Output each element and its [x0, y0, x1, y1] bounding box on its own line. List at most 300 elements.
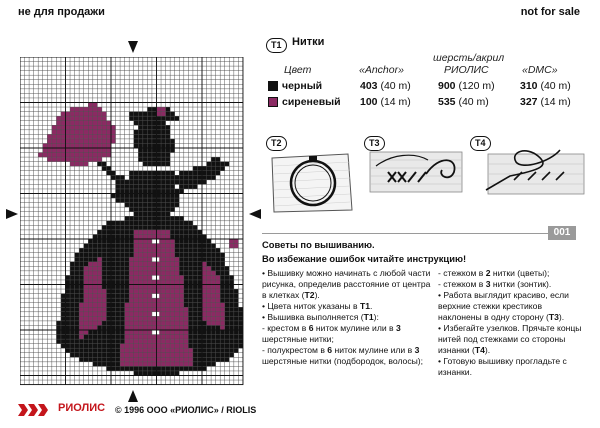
stitch-cell	[216, 335, 221, 340]
stitch-cell	[234, 312, 239, 317]
stitch-cell	[184, 257, 189, 262]
stitch-cell	[143, 184, 148, 189]
stitch-cell	[116, 225, 121, 230]
stitch-cell	[202, 239, 207, 244]
stitch-cell	[220, 253, 225, 258]
stitch-cell	[147, 153, 152, 158]
stitch-cell	[106, 289, 111, 294]
stitch-cell	[111, 134, 116, 139]
stitch-cell	[75, 148, 80, 153]
stitch-cell	[88, 262, 93, 267]
stitch-cell	[188, 357, 193, 362]
stitch-cell	[143, 148, 148, 153]
t3-badge: T3	[364, 133, 385, 151]
stitch-cell	[66, 112, 71, 117]
stitch-cell	[143, 262, 148, 267]
stitch-cell	[88, 325, 93, 330]
stitch-cell	[197, 266, 202, 271]
stitch-cell	[120, 298, 125, 303]
stitch-cell	[111, 230, 116, 235]
stitch-cell	[75, 285, 80, 290]
stitch-cell	[70, 294, 75, 299]
stitch-cell	[134, 266, 139, 271]
stitch-cell	[93, 143, 98, 148]
stitch-cell	[138, 257, 143, 262]
stitch-cell	[129, 221, 134, 226]
stitch-cell	[125, 253, 130, 258]
stitch-cell	[75, 289, 80, 294]
stitch-cell	[75, 307, 80, 312]
stitch-cell	[116, 353, 121, 358]
stitch-cell	[166, 212, 171, 217]
stitch-cell	[220, 285, 225, 290]
stitch-cell	[234, 335, 239, 340]
stitch-cell	[175, 116, 180, 121]
copyright-text: © 1996 ООО «РИОЛИС» / RIOLIS	[115, 405, 257, 415]
stitch-cell	[56, 339, 61, 344]
stitch-cell	[166, 316, 171, 321]
stitch-cell	[102, 262, 107, 267]
stitch-cell	[138, 362, 143, 367]
stitch-cell	[157, 234, 162, 239]
stitch-cell	[125, 248, 130, 253]
stitch-cell	[93, 335, 98, 340]
stitch-cell	[102, 289, 107, 294]
stitch-cell	[147, 212, 152, 217]
stitch-cell	[166, 112, 171, 117]
stitch-cell	[161, 121, 166, 126]
stitch-cell	[143, 362, 148, 367]
stitch-cell	[116, 239, 121, 244]
stitch-cell	[147, 321, 152, 326]
stitch-cell	[38, 153, 43, 158]
stitch-cell	[79, 294, 84, 299]
stitch-cell	[157, 266, 162, 271]
stitch-cell	[106, 239, 111, 244]
stitch-cell	[220, 294, 225, 299]
stitch-cell	[197, 171, 202, 176]
stitch-cell	[216, 162, 221, 167]
stitch-cell	[157, 216, 162, 221]
stitch-cell	[193, 335, 198, 340]
stitch-cell	[134, 335, 139, 340]
stitch-cell	[106, 312, 111, 317]
stitch-cell	[147, 303, 152, 308]
stitch-cell	[61, 112, 66, 117]
stitch-cell	[143, 221, 148, 226]
stitch-cell	[225, 316, 230, 321]
stitch-cell	[197, 239, 202, 244]
stitch-cell	[88, 339, 93, 344]
stitch-cell	[175, 316, 180, 321]
stitch-cell	[147, 175, 152, 180]
stitch-cell	[161, 289, 166, 294]
stitch-cell	[161, 303, 166, 308]
stitch-cell	[157, 285, 162, 290]
stitch-cell	[220, 162, 225, 167]
stitch-cell	[147, 230, 152, 235]
stitch-cell	[197, 248, 202, 253]
stitch-cell	[84, 339, 89, 344]
stitch-cell	[134, 212, 139, 217]
stitch-cell	[88, 103, 93, 108]
stitch-cell	[70, 289, 75, 294]
stitch-cell	[111, 339, 116, 344]
stitch-cell	[93, 294, 98, 299]
stitch-cell	[170, 244, 175, 249]
stitch-cell	[106, 280, 111, 285]
stitch-cell	[197, 312, 202, 317]
stitch-cell	[170, 298, 175, 303]
stitch-cell	[175, 198, 180, 203]
stitch-cell	[66, 125, 71, 130]
stitch-cell	[75, 330, 80, 335]
stitch-cell	[111, 294, 116, 299]
stitch-cell	[102, 285, 107, 290]
stitch-cell	[234, 307, 239, 312]
stitch-cell	[211, 244, 216, 249]
stitch-cell	[229, 294, 234, 299]
stitch-cell	[147, 366, 152, 371]
stitch-cell	[111, 298, 116, 303]
stitch-cell	[143, 289, 148, 294]
stitch-cell	[97, 162, 102, 167]
stitch-cell	[134, 198, 139, 203]
stitch-cell	[111, 130, 116, 135]
stitch-cell	[102, 112, 107, 117]
stitch-cell	[102, 166, 107, 171]
stitch-cell	[70, 325, 75, 330]
stitch-cell	[184, 275, 189, 280]
stitch-cell	[166, 143, 171, 148]
stitch-cell	[75, 335, 80, 340]
stitch-cell	[211, 303, 216, 308]
stitch-cell	[220, 266, 225, 271]
stitch-cell	[134, 271, 139, 276]
stitch-cell	[238, 316, 243, 321]
stitch-cell	[170, 171, 175, 176]
stitch-cell	[106, 294, 111, 299]
section-divider	[262, 233, 548, 234]
stitch-cell	[193, 362, 198, 367]
stitch-cell	[106, 353, 111, 358]
stitch-cell	[138, 353, 143, 358]
tips-right-column	[438, 268, 588, 378]
stitch-cell	[134, 175, 139, 180]
stitch-cell	[161, 221, 166, 226]
stitch-cell	[220, 321, 225, 326]
stitch-cell	[161, 107, 166, 112]
stitch-cell	[157, 225, 162, 230]
stitch-cell	[75, 107, 80, 112]
stitch-cell	[97, 316, 102, 321]
tip-item: • Цвета ниток указаны в T1.	[262, 301, 373, 311]
stitch-cell	[75, 153, 80, 158]
stitch-cell	[157, 212, 162, 217]
stitch-cell	[197, 335, 202, 340]
stitch-cell	[106, 366, 111, 371]
stitch-cell	[216, 325, 221, 330]
stitch-cell	[134, 353, 139, 358]
stitch-cell	[188, 362, 193, 367]
stitch-cell	[170, 216, 175, 221]
stitch-cell	[106, 339, 111, 344]
stitch-cell	[93, 112, 98, 117]
stitch-cell	[75, 253, 80, 258]
stitch-cell	[97, 153, 102, 158]
stitch-cell	[88, 143, 93, 148]
stitch-cell	[143, 266, 148, 271]
stitch-cell	[147, 112, 152, 117]
stitch-cell	[102, 353, 107, 358]
stitch-cell	[161, 357, 166, 362]
stitch-cell	[179, 330, 184, 335]
stitch-cell	[138, 371, 143, 376]
stitch-cell	[129, 335, 134, 340]
stitch-cell	[106, 253, 111, 258]
stitch-cell	[88, 344, 93, 349]
stitch-cell	[147, 198, 152, 203]
stitch-cell	[138, 157, 143, 162]
stitch-cell	[207, 275, 212, 280]
stitch-cell	[197, 166, 202, 171]
t2-badge: T2	[266, 133, 287, 151]
stitch-cell	[202, 321, 207, 326]
stitch-cell	[97, 280, 102, 285]
stitch-cell	[84, 271, 89, 276]
stitch-cell	[175, 335, 180, 340]
cross-stitch-chart	[20, 57, 247, 386]
stitch-cell	[88, 116, 93, 121]
stitch-cell	[70, 344, 75, 349]
stitch-cell	[152, 162, 157, 167]
stitch-cell	[143, 180, 148, 185]
stitch-cell	[134, 307, 139, 312]
stitch-cell	[152, 107, 157, 112]
stitch-cell	[84, 121, 89, 126]
stitch-cell	[211, 298, 216, 303]
stitch-cell	[138, 198, 143, 203]
stitch-cell	[134, 316, 139, 321]
stitch-cell	[193, 339, 198, 344]
stitch-cell	[179, 307, 184, 312]
stitch-cell	[106, 166, 111, 171]
stitch-cell	[157, 339, 162, 344]
stitch-cell	[166, 157, 171, 162]
stitch-cell	[147, 143, 152, 148]
stitch-cell	[129, 362, 134, 367]
stitch-cell	[88, 275, 93, 280]
stitch-cell	[220, 303, 225, 308]
stitch-cell	[147, 289, 152, 294]
stitch-cell	[157, 262, 162, 267]
stitch-cell	[207, 312, 212, 317]
stitch-cell	[166, 116, 171, 121]
stitch-cell	[116, 303, 121, 308]
stitch-cell	[170, 285, 175, 290]
stitch-cell	[166, 294, 171, 299]
stitch-cell	[179, 184, 184, 189]
stitch-cell	[79, 353, 84, 358]
stitch-cell	[207, 248, 212, 253]
stitch-cell	[75, 298, 80, 303]
stitch-cell	[147, 116, 152, 121]
stitch-cell	[147, 148, 152, 153]
stitch-cell	[175, 307, 180, 312]
stitch-cell	[152, 157, 157, 162]
black-swatch-icon	[268, 81, 278, 91]
stitch-cell	[93, 353, 98, 358]
stitch-cell	[106, 125, 111, 130]
stitch-cell	[166, 307, 171, 312]
stitch-cell	[102, 275, 107, 280]
stitch-cell	[61, 325, 66, 330]
stitch-cell	[134, 262, 139, 267]
stitch-cell	[66, 148, 71, 153]
stitch-cell	[143, 298, 148, 303]
stitch-cell	[129, 207, 134, 212]
stitch-cell	[211, 257, 216, 262]
stitch-cell	[147, 162, 152, 167]
stitch-cell	[179, 275, 184, 280]
stitch-cell	[111, 362, 116, 367]
stitch-cell	[43, 148, 48, 153]
stitch-cell	[66, 121, 71, 126]
stitch-cell	[197, 180, 202, 185]
stitch-cell	[88, 357, 93, 362]
stitch-cell	[88, 244, 93, 249]
stitch-cell	[166, 153, 171, 158]
dmc-length: (14 m)	[540, 96, 571, 108]
stitch-cell	[93, 312, 98, 317]
stitch-cell	[70, 316, 75, 321]
stitch-cell	[157, 121, 162, 126]
stitch-cell	[134, 143, 139, 148]
stitch-cell	[207, 262, 212, 267]
stitch-cell	[79, 289, 84, 294]
stitch-cell	[170, 371, 175, 376]
stitch-cell	[225, 330, 230, 335]
stitch-cell	[175, 257, 180, 262]
stitch-cell	[52, 143, 57, 148]
stitch-cell	[152, 198, 157, 203]
stitch-cell	[125, 348, 130, 353]
stitch-cell	[216, 307, 221, 312]
stitch-cell	[102, 239, 107, 244]
stitch-cell	[47, 134, 52, 139]
stitch-cell	[66, 339, 71, 344]
stitch-cell	[125, 285, 130, 290]
stitch-cell	[138, 143, 143, 148]
stitch-cell	[216, 353, 221, 358]
stitch-cell	[152, 148, 157, 153]
stitch-cell	[193, 344, 198, 349]
stitch-cell	[161, 362, 166, 367]
stitch-cell	[116, 253, 121, 258]
stitch-cell	[211, 285, 216, 290]
stitch-cell	[116, 344, 121, 349]
stitch-cell	[166, 348, 171, 353]
stitch-cell	[70, 116, 75, 121]
tip-item: - стежком в 3 нитки (зонтик).	[438, 279, 552, 289]
stitch-cell	[152, 239, 159, 244]
stitch-cell	[129, 294, 134, 299]
stitch-cell	[134, 312, 139, 317]
stitch-cell	[97, 298, 102, 303]
stitch-cell	[157, 348, 162, 353]
stitch-cell	[197, 285, 202, 290]
stitch-cell	[125, 230, 130, 235]
stitch-cell	[207, 294, 212, 299]
stitch-cell	[70, 139, 75, 144]
stitch-cell	[88, 298, 93, 303]
stitch-cell	[166, 325, 171, 330]
stitch-cell	[79, 153, 84, 158]
stitch-cell	[79, 107, 84, 112]
anchor-length: (40 m)	[380, 80, 411, 92]
stitch-cell	[188, 244, 193, 249]
stitch-cell	[102, 234, 107, 239]
stitch-cell	[152, 266, 157, 271]
stitch-cell	[170, 344, 175, 349]
stitch-cell	[102, 257, 107, 262]
stitch-cell	[120, 257, 125, 262]
stitch-cell	[225, 298, 230, 303]
stitch-cell	[143, 271, 148, 276]
stitch-cell	[79, 339, 84, 344]
stitch-cell	[170, 294, 175, 299]
stitch-cell	[97, 257, 102, 262]
stitch-cell	[66, 312, 71, 317]
stitch-cell	[197, 257, 202, 262]
stitch-cell	[97, 353, 102, 358]
stitch-cell	[175, 194, 180, 199]
stitch-cell	[202, 171, 207, 176]
stitch-cell	[52, 157, 57, 162]
stitch-cell	[179, 303, 184, 308]
stitch-cell	[207, 171, 212, 176]
stitch-cell	[170, 207, 175, 212]
stitch-cell	[157, 289, 162, 294]
stitch-cell	[238, 330, 243, 335]
stitch-cell	[138, 139, 143, 144]
stitch-cell	[106, 271, 111, 276]
stitch-cell	[152, 184, 157, 189]
stitch-cell	[70, 148, 75, 153]
stitch-cell	[93, 121, 98, 126]
stitch-cell	[106, 275, 111, 280]
stitch-cell	[234, 298, 239, 303]
stitch-cell	[147, 294, 152, 299]
stitch-cell	[120, 357, 125, 362]
stitch-cell	[161, 330, 166, 335]
stitch-cell	[88, 121, 93, 126]
stitch-cell	[170, 339, 175, 344]
stitch-cell	[79, 275, 84, 280]
stitch-cell	[88, 312, 93, 317]
stitch-cell	[188, 339, 193, 344]
stitch-cell	[179, 294, 184, 299]
stitch-cell	[143, 157, 148, 162]
stitch-cell	[84, 153, 89, 158]
stitch-cell	[84, 248, 89, 253]
stitch-cell	[197, 344, 202, 349]
stitch-cell	[129, 112, 134, 117]
stitch-cell	[188, 266, 193, 271]
stitch-cell	[157, 298, 162, 303]
stitch-cell	[166, 371, 171, 376]
stitch-cell	[225, 289, 230, 294]
